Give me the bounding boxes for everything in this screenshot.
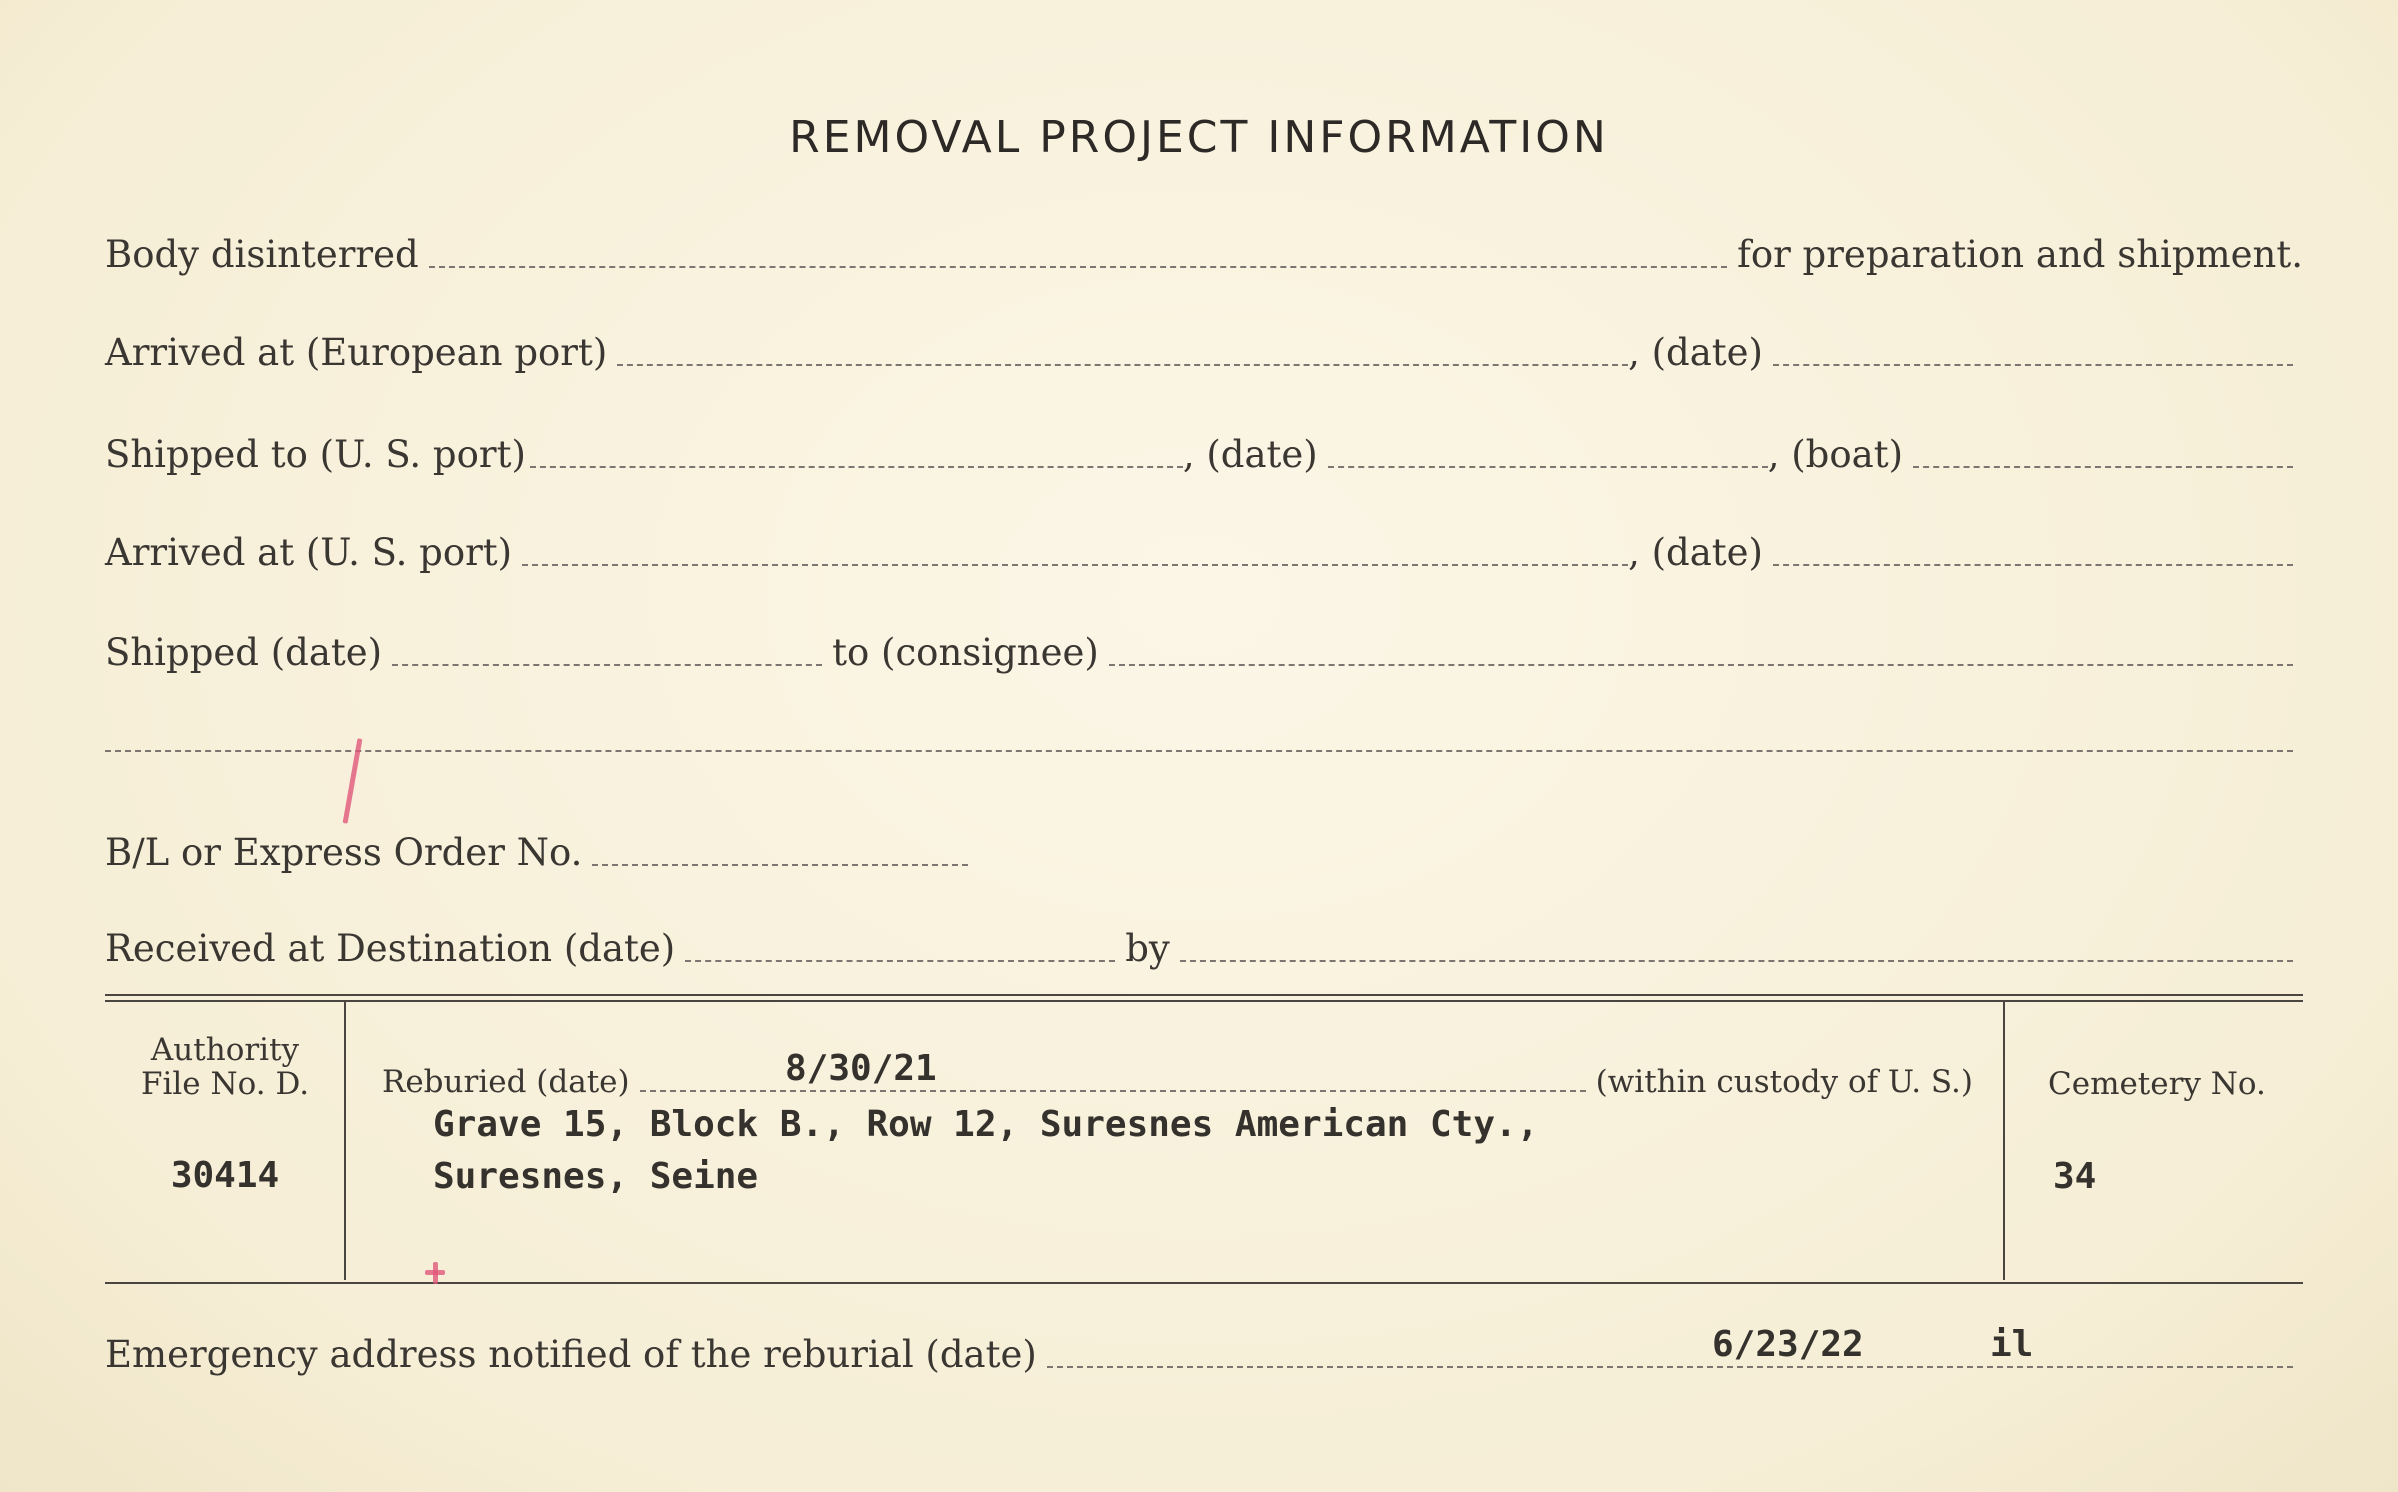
shipment-suffix: for preparation and shipment. (1737, 233, 2303, 276)
row-reburied (382, 1052, 1973, 1102)
arrived-us-date-label: , (date) (1628, 531, 1763, 574)
arrived-us-label: Arrived at (U. S. port) (105, 531, 513, 574)
authority-label (105, 1033, 345, 1101)
shipped-us-date-field[interactable] (1328, 465, 1768, 468)
row-body-disinterred (105, 228, 2303, 278)
pink-check-mark-vertical (433, 1262, 438, 1284)
shipped-date-field[interactable] (392, 663, 822, 666)
emergency-date-value: 6/23/22 (1712, 1324, 1864, 1365)
box-top-rule (105, 994, 2303, 996)
grave-location-line-1: Grave 15, Block B., Row 12, Suresnes American Cty., (433, 1104, 1539, 1145)
authority-file-number: 30414 (170, 1155, 280, 1196)
box-divider-right (2003, 1002, 2005, 1280)
row-shipped-date (105, 626, 2303, 676)
shipped-us-port-field[interactable] (530, 465, 1183, 468)
shipped-date-label: Shipped (date) (105, 631, 383, 674)
shipped-us-label: Shipped to (U. S. port) (105, 433, 526, 476)
received-label: Received at Destination (date) (105, 927, 676, 970)
row-arrived-us (105, 526, 2303, 576)
body-disinterred-field[interactable] (429, 265, 1727, 268)
reburied-label: Reburied (date) (382, 1064, 630, 1100)
custody-label: (within custody of U. S.) (1595, 1064, 1973, 1100)
shipped-us-boat-label: , (boat) (1767, 433, 1903, 476)
cemetery-label: Cemetery No. (2048, 1066, 2266, 1102)
box-top-rule-2 (105, 1000, 2303, 1002)
row-arrived-european (105, 326, 2303, 376)
arrived-us-date-field[interactable] (1773, 563, 2293, 566)
cemetery-number: 34 (2053, 1156, 2097, 1197)
reburied-date-field[interactable] (640, 1089, 1586, 1092)
row-shipped-us (105, 428, 2303, 478)
body-disinterred-label: Body disinterred (105, 233, 419, 276)
emergency-date-field[interactable] (1047, 1365, 2293, 1368)
arrived-european-date-label: , (date) (1628, 331, 1763, 374)
reburied-date-value: 8/30/21 (785, 1048, 937, 1089)
form-title: REMOVAL PROJECT INFORMATION (789, 112, 1609, 163)
bl-order-label: B/L or Express Order No. (105, 831, 583, 874)
row-bl-order (105, 826, 978, 876)
received-date-field[interactable] (685, 959, 1115, 962)
received-by-label: by (1125, 927, 1170, 970)
clerk-initials: il (1990, 1324, 2034, 1365)
consignee-field[interactable] (1109, 663, 2293, 666)
authority-label-line-1: Authority (150, 1032, 300, 1068)
emergency-label: Emergency address notified of the reburial (date) (105, 1333, 1037, 1376)
shipped-us-boat-field[interactable] (1913, 465, 2293, 468)
grave-location-line-2: Suresnes, Seine (433, 1156, 759, 1197)
row-received (105, 922, 2303, 972)
consignee-continued-field[interactable] (105, 749, 2293, 752)
arrived-european-date-field[interactable] (1773, 363, 2293, 366)
arrived-european-label: Arrived at (European port) (105, 331, 608, 374)
received-by-field[interactable] (1180, 959, 2293, 962)
bl-order-field[interactable] (592, 863, 968, 866)
arrived-european-port-field[interactable] (617, 363, 1628, 366)
row-consignee-continued (105, 712, 2303, 762)
shipped-us-date-label: , (date) (1182, 433, 1318, 476)
row-emergency (105, 1328, 2303, 1378)
authority-label-line-2: File No. D. (140, 1066, 310, 1102)
consignee-label: to (consignee) (832, 631, 1099, 674)
arrived-us-port-field[interactable] (522, 563, 1628, 566)
